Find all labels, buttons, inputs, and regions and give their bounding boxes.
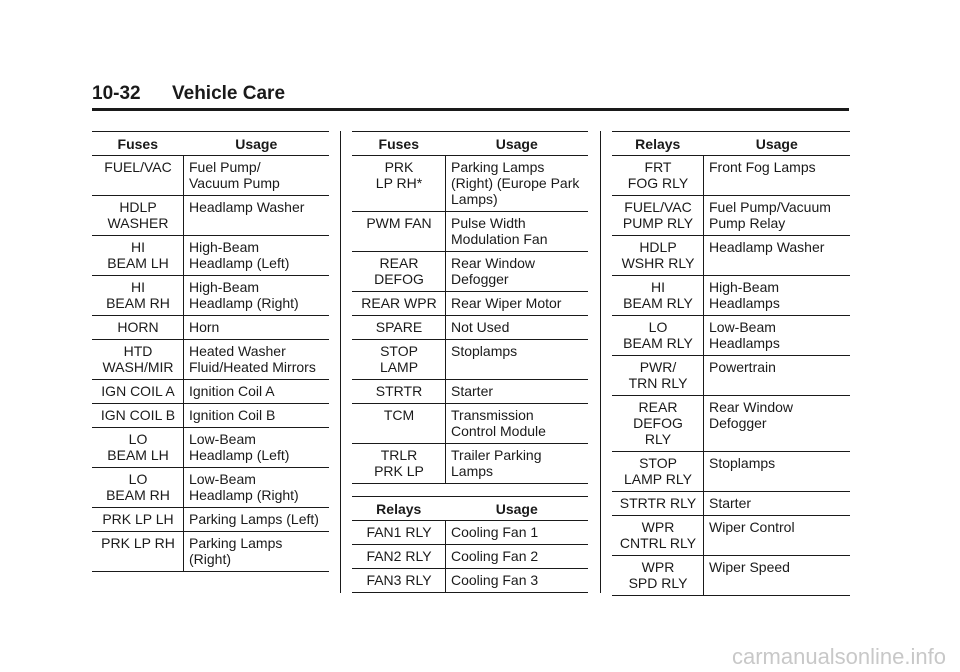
table-row xyxy=(92,316,329,340)
row-usage-cell: High-Beam Headlamps xyxy=(704,276,851,316)
row-usage-cell: High-Beam Headlamp (Left) xyxy=(184,236,330,276)
row-name-cell: LO BEAM LH xyxy=(92,428,184,468)
row-usage-cell: Powertrain xyxy=(704,356,851,396)
row-usage-cell: Ignition Coil B xyxy=(184,404,330,428)
row-name-cell: TCM xyxy=(352,404,446,444)
table-row xyxy=(92,428,329,468)
section-title: Vehicle Care xyxy=(172,83,286,104)
table-row xyxy=(612,356,850,396)
table-row xyxy=(92,532,329,572)
table-row xyxy=(352,316,588,340)
row-usage-cell: Rear Window Defogger xyxy=(704,396,851,452)
row-name-cell: HDLP WSHR RLY xyxy=(612,236,704,276)
row-name-cell: WPR CNTRL RLY xyxy=(612,516,704,556)
row-name-cell: TRLR PRK LP xyxy=(352,444,446,484)
watermark: carmanualsonline.info xyxy=(731,644,946,669)
table-row xyxy=(612,492,850,516)
row-name-cell: PWR/ TRN RLY xyxy=(612,356,704,396)
row-usage-cell: Cooling Fan 2 xyxy=(446,545,589,569)
row-usage-cell: High-Beam Headlamp (Right) xyxy=(184,276,330,316)
row-name-cell: STRTR xyxy=(352,380,446,404)
row-usage-cell: Rear Window Defogger xyxy=(446,252,589,292)
row-usage-cell: Stoplamps xyxy=(446,340,589,380)
row-usage-cell: Cooling Fan 1 xyxy=(446,521,589,545)
table-row xyxy=(92,340,329,380)
header-usage: Usage xyxy=(446,132,589,156)
row-usage-cell: Starter xyxy=(446,380,589,404)
header-usage: Usage xyxy=(184,132,330,156)
table-row xyxy=(352,252,588,292)
table-row xyxy=(92,236,329,276)
row-name-cell: STOP LAMP xyxy=(352,340,446,380)
row-usage-cell: Stoplamps xyxy=(704,452,851,492)
table-row xyxy=(92,276,329,316)
row-usage-cell: Horn xyxy=(184,316,330,340)
row-name-cell: REAR WPR xyxy=(352,292,446,316)
row-usage-cell: Rear Wiper Motor xyxy=(446,292,589,316)
table-row xyxy=(352,380,588,404)
row-name-cell: REAR DEFOG RLY xyxy=(612,396,704,452)
row-usage-cell: Headlamp Washer xyxy=(704,236,851,276)
row-name-cell: SPARE xyxy=(352,316,446,340)
relays-table-2-container xyxy=(612,131,850,596)
fuses-table-1-container xyxy=(92,131,329,572)
row-usage-cell: Wiper Control xyxy=(704,516,851,556)
header-relays: Relays xyxy=(612,132,704,156)
row-name-cell: LO BEAM RH xyxy=(92,468,184,508)
table-row xyxy=(612,236,850,276)
column-2 xyxy=(352,131,588,593)
table-row xyxy=(352,292,588,316)
table-row xyxy=(612,556,850,596)
row-usage-cell: Cooling Fan 3 xyxy=(446,569,589,593)
table-row xyxy=(352,545,588,569)
table-row xyxy=(612,396,850,452)
table-row xyxy=(612,276,850,316)
row-usage-cell: Not Used xyxy=(446,316,589,340)
table-row xyxy=(352,340,588,380)
row-name-cell: STOP LAMP RLY xyxy=(612,452,704,492)
table-row xyxy=(92,404,329,428)
row-usage-cell: Low-Beam Headlamp (Left) xyxy=(184,428,330,468)
table-row xyxy=(352,404,588,444)
row-name-cell: PRK LP RH* xyxy=(352,156,446,212)
fuses-table-1 xyxy=(92,131,329,572)
row-name-cell: STRTR RLY xyxy=(612,492,704,516)
relays-table-1 xyxy=(352,496,588,593)
table-row xyxy=(92,468,329,508)
row-usage-cell: Starter xyxy=(704,492,851,516)
row-name-cell: FAN1 RLY xyxy=(352,521,446,545)
column-divider xyxy=(600,131,601,593)
table-row xyxy=(612,452,850,492)
row-name-cell: PRK LP LH xyxy=(92,508,184,532)
row-name-cell: HI BEAM RLY xyxy=(612,276,704,316)
table-row xyxy=(352,156,588,212)
row-name-cell: LO BEAM RLY xyxy=(612,316,704,356)
row-name-cell: FRT FOG RLY xyxy=(612,156,704,196)
row-name-cell: FUEL/VAC PUMP RLY xyxy=(612,196,704,236)
header-relays: Relays xyxy=(352,497,446,521)
header-usage: Usage xyxy=(446,497,589,521)
row-name-cell: HTD WASH/MIR xyxy=(92,340,184,380)
row-name-cell: HI BEAM LH xyxy=(92,236,184,276)
table-row xyxy=(352,521,588,545)
table-row xyxy=(612,156,850,196)
row-usage-cell: Heated Washer Fluid/Heated Mirrors xyxy=(184,340,330,380)
row-name-cell: FAN3 RLY xyxy=(352,569,446,593)
row-name-cell: PRK LP RH xyxy=(92,532,184,572)
header-fuses: Fuses xyxy=(92,132,184,156)
row-name-cell: FAN2 RLY xyxy=(352,545,446,569)
header-usage: Usage xyxy=(704,132,851,156)
page-number: 10-32 xyxy=(92,83,141,104)
header-fuses: Fuses xyxy=(352,132,446,156)
row-usage-cell: Headlamp Washer xyxy=(184,196,330,236)
row-usage-cell: Low-Beam Headlamps xyxy=(704,316,851,356)
row-usage-cell: Trailer Parking Lamps xyxy=(446,444,589,484)
table-row xyxy=(352,569,588,593)
row-usage-cell: Fuel Pump/ Vacuum Pump xyxy=(184,156,330,196)
row-name-cell: HORN xyxy=(92,316,184,340)
row-name-cell: IGN COIL A xyxy=(92,380,184,404)
row-usage-cell: Pulse Width Modulation Fan xyxy=(446,212,589,252)
row-usage-cell: Front Fog Lamps xyxy=(704,156,851,196)
row-name-cell: FUEL/VAC xyxy=(92,156,184,196)
page-header xyxy=(92,82,849,111)
row-usage-cell: Ignition Coil A xyxy=(184,380,330,404)
table-row xyxy=(92,508,329,532)
row-name-cell: HDLP WASHER xyxy=(92,196,184,236)
table-row xyxy=(612,196,850,236)
column-divider xyxy=(340,131,341,593)
table-row xyxy=(92,196,329,236)
row-usage-cell: Parking Lamps (Left) xyxy=(184,508,330,532)
table-row xyxy=(612,516,850,556)
row-name-cell: REAR DEFOG xyxy=(352,252,446,292)
table-row xyxy=(92,156,329,196)
row-usage-cell: Low-Beam Headlamp (Right) xyxy=(184,468,330,508)
row-name-cell: PWM FAN xyxy=(352,212,446,252)
table-row xyxy=(612,316,850,356)
row-usage-cell: Parking Lamps (Right) xyxy=(184,532,330,572)
table-row xyxy=(92,380,329,404)
row-name-cell: HI BEAM RH xyxy=(92,276,184,316)
table-row xyxy=(352,444,588,484)
row-usage-cell: Parking Lamps (Right) (Europe Park Lamps) xyxy=(446,156,589,212)
row-name-cell: IGN COIL B xyxy=(92,404,184,428)
table-row xyxy=(352,212,588,252)
row-name-cell: WPR SPD RLY xyxy=(612,556,704,596)
relays-table-2 xyxy=(612,131,850,596)
row-usage-cell: Transmission Control Module xyxy=(446,404,589,444)
row-usage-cell: Fuel Pump/Vacuum Pump Relay xyxy=(704,196,851,236)
fuses-table-2 xyxy=(352,131,588,484)
row-usage-cell: Wiper Speed xyxy=(704,556,851,596)
